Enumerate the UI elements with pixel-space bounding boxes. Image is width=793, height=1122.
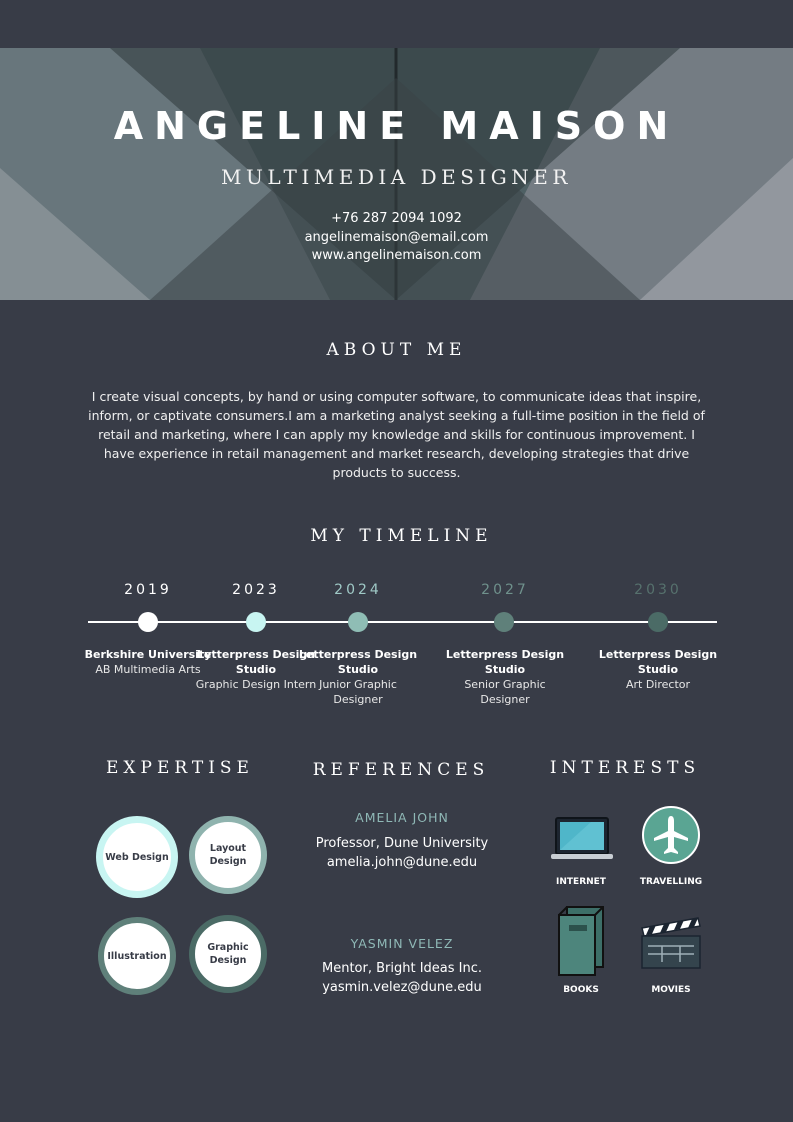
skill-layout-design: Layout Design [189, 816, 267, 894]
timeline-dot [138, 612, 158, 632]
timeline-org: Letterpress Design Studio [196, 648, 316, 676]
reference-name: YASMIN VELEZ [350, 936, 454, 951]
timeline-entry [440, 647, 570, 707]
timeline-role: Art Director [625, 678, 691, 691]
timeline-title: MY TIMELINE [310, 526, 493, 546]
interests-title: INTERESTS [549, 758, 701, 778]
timeline-dot [648, 612, 668, 632]
timeline-entry [293, 647, 423, 707]
timeline-org: Letterpress Design Studio [298, 648, 418, 676]
skill-illustration: Illustration [98, 917, 176, 995]
airplane-icon [642, 806, 700, 864]
timeline-role: Senior Graphic Designer [464, 678, 546, 706]
timeline-dot [494, 612, 514, 632]
interest-label: BOOKS [563, 985, 599, 995]
website-link[interactable]: www.angelinemaison.com [311, 248, 482, 263]
timeline-entry [593, 647, 723, 692]
timeline-role: AB Multimedia Arts [95, 663, 201, 676]
reference-name: AMELIA JOHN [355, 810, 449, 825]
job-title: MULTIMEDIA DESIGNER [221, 165, 572, 189]
reference-position: Professor, Dune University [315, 836, 489, 851]
skill-graphic-design: Graphic Design [189, 915, 267, 993]
interest-label: MOVIES [651, 985, 691, 995]
candidate-name: ANGELINE MAISON [113, 104, 680, 148]
timeline-dot [246, 612, 266, 632]
timeline-org: Letterpress Design Studio [445, 648, 565, 676]
expertise-title: EXPERTISE [106, 758, 254, 778]
about-text: I create visual concepts, by hand or using computer software, to communicate ideas that inspire, inform, or captivate consumers.I am a marketing analyst seeking a full-time position in the field of retail and marketing, where I can apply my knowledge and skills for continuous improvement. I have experience in retail management and market research, developing strategies that drive products to success. [88, 389, 705, 480]
timeline-line [88, 621, 717, 623]
timeline-role: Junior Graphic Designer [319, 678, 397, 706]
timeline-year: 2023 [232, 582, 280, 598]
clapperboard-icon [640, 916, 702, 970]
timeline-year: 2024 [334, 582, 382, 598]
references-title: REFERENCES [312, 760, 490, 780]
laptop-icon [551, 816, 613, 862]
timeline-org: Berkshire University [84, 648, 212, 661]
interest-label: INTERNET [556, 877, 606, 887]
interest-label: TRAVELLING [639, 877, 703, 887]
about-title: ABOUT ME [326, 340, 467, 360]
timeline-org: Letterpress Design Studio [598, 648, 718, 676]
reference-position: Mentor, Bright Ideas Inc. [321, 961, 483, 976]
reference-email[interactable]: yasmin.velez@dune.edu [322, 980, 482, 995]
timeline-year: 2019 [124, 582, 172, 598]
timeline-role: Graphic Design Intern [195, 678, 317, 691]
timeline-year: 2027 [481, 582, 529, 598]
skill-web-design: Web Design [98, 818, 176, 896]
timeline-year: 2030 [634, 582, 682, 598]
email-address[interactable]: angelinemaison@email.com [304, 230, 489, 245]
phone-number: +76 287 2094 1092 [331, 211, 462, 226]
timeline-dot [348, 612, 368, 632]
book-icon [557, 905, 605, 977]
reference-email[interactable]: amelia.john@dune.edu [326, 855, 478, 870]
